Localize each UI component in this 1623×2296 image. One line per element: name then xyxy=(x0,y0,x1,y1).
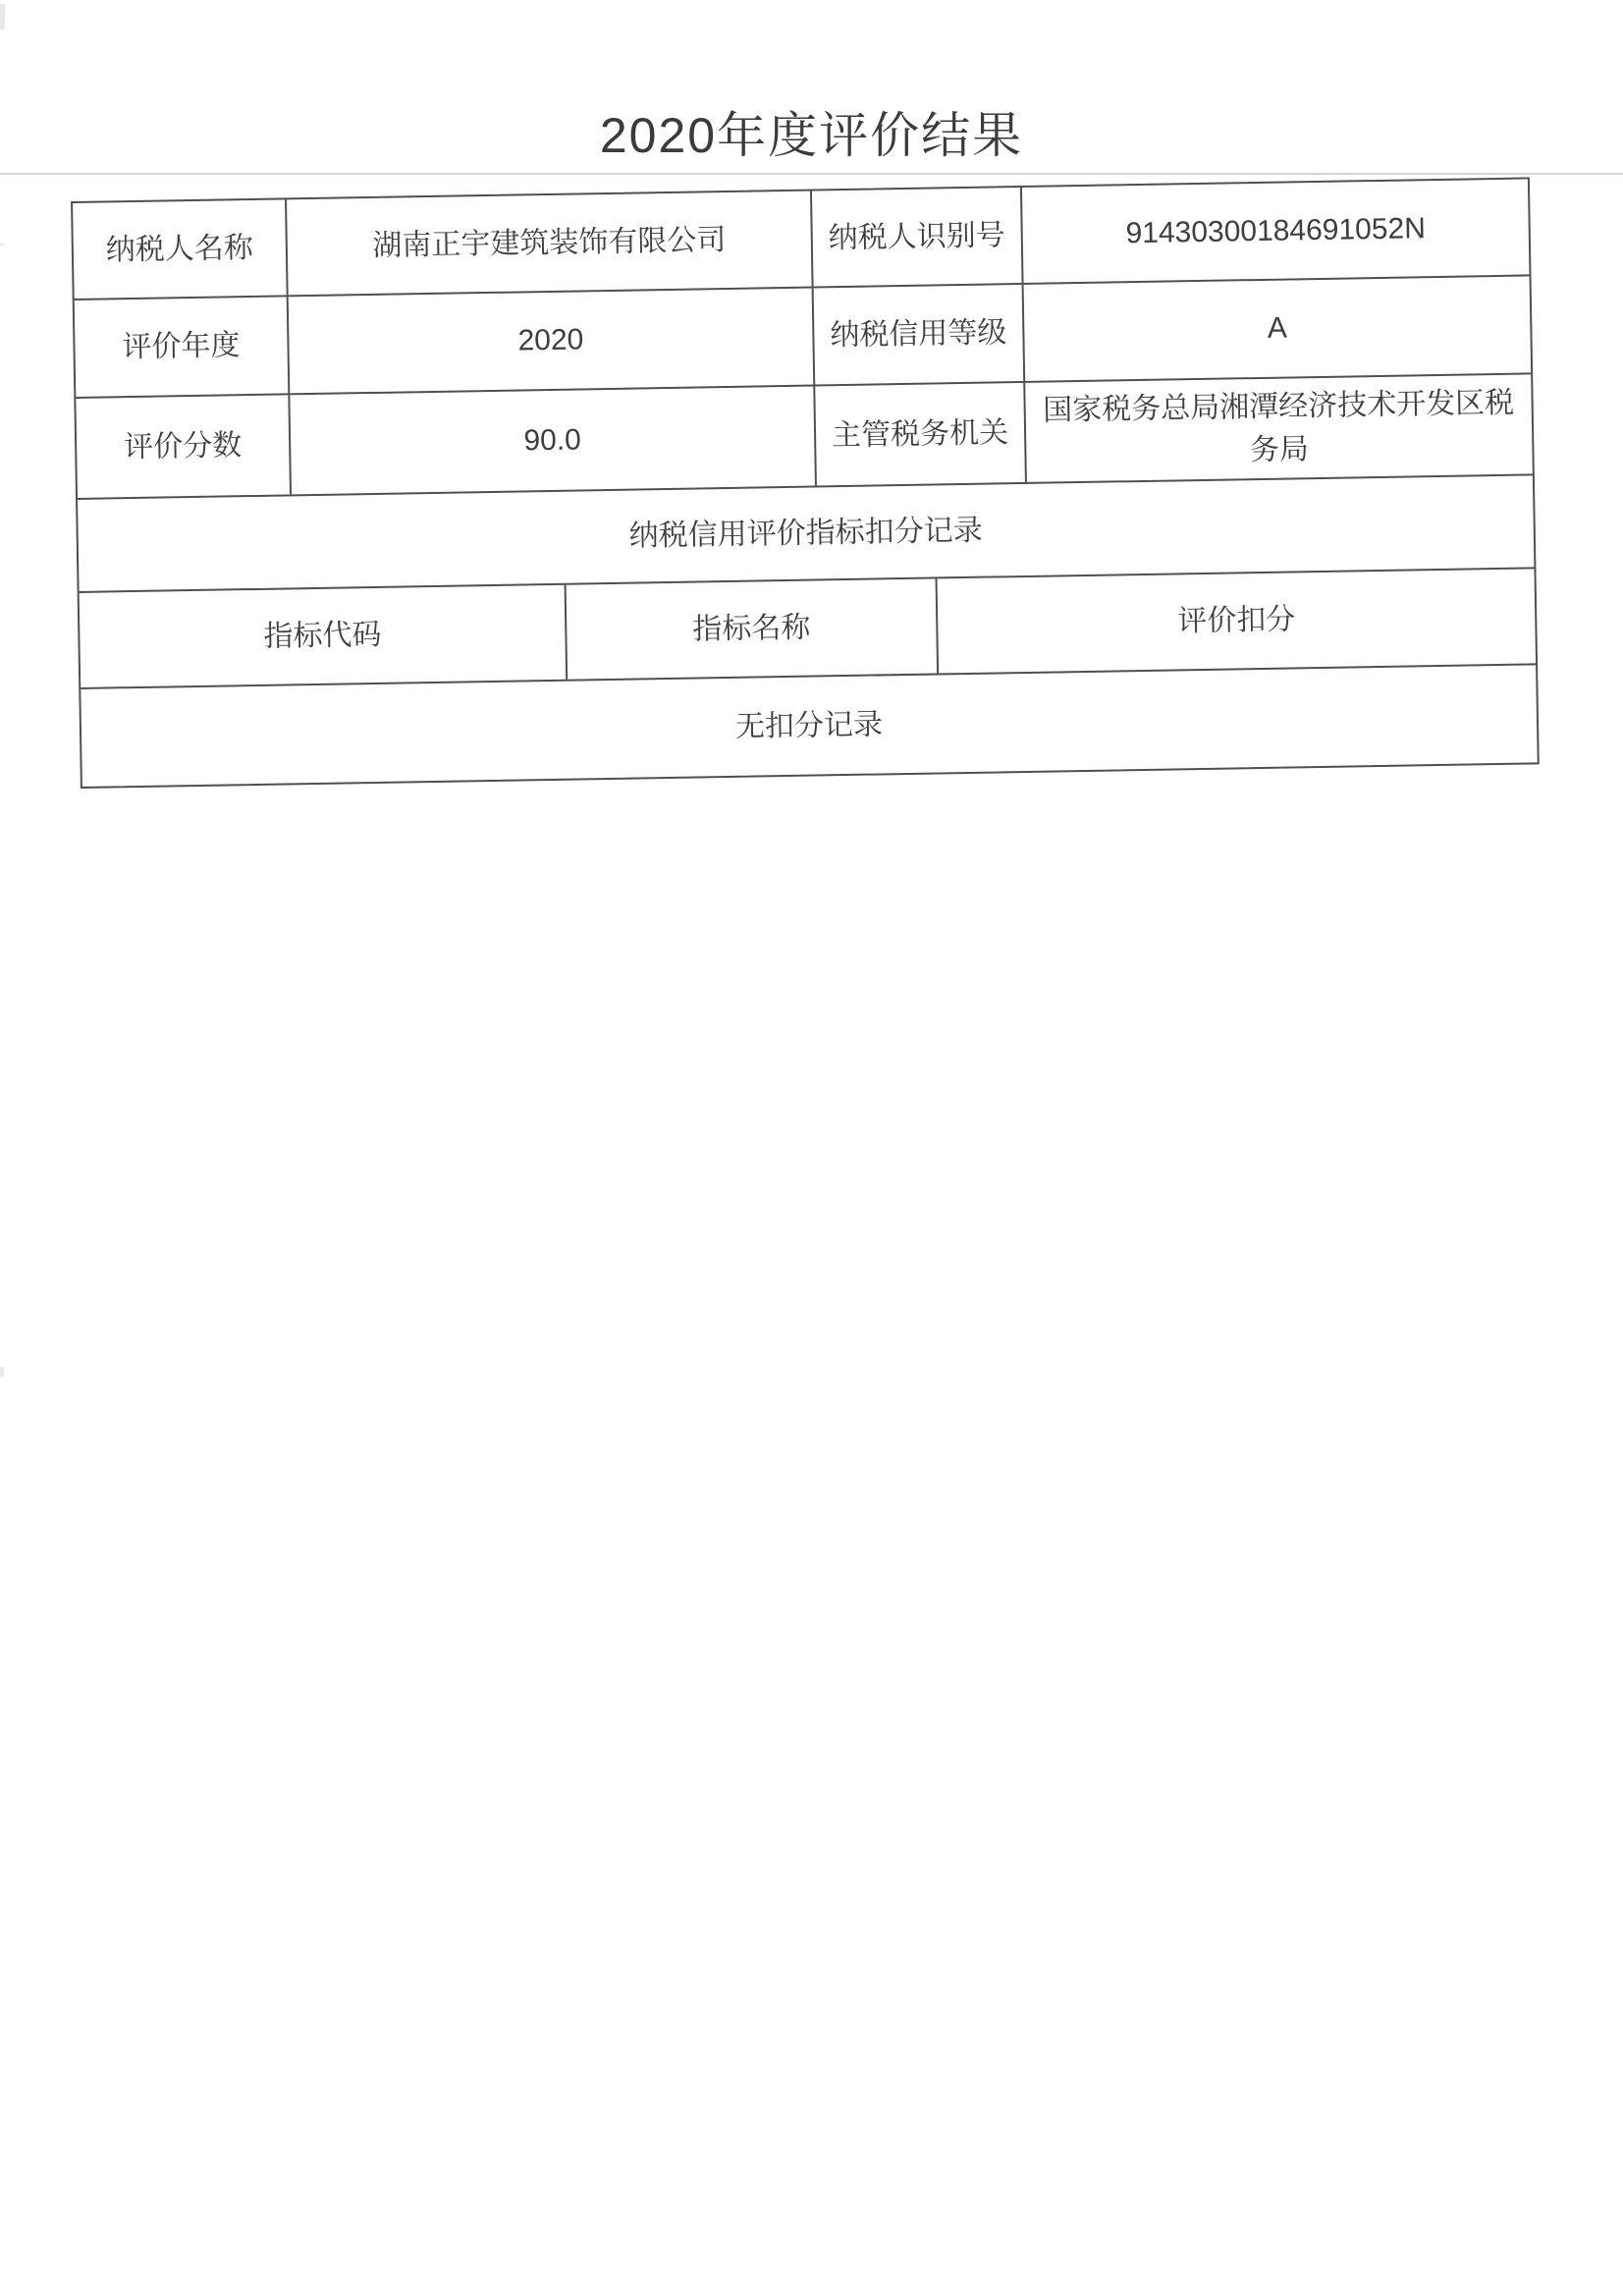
field-value-credit-grade: A xyxy=(1022,276,1532,381)
field-value-evaluation-score: 90.0 xyxy=(288,387,815,495)
field-label-credit-grade: 纳税信用等级 xyxy=(812,285,1024,385)
scan-fold-line xyxy=(0,173,1623,175)
column-header-indicator-code: 指标代码 xyxy=(263,618,382,653)
scan-edge-artifact xyxy=(0,244,4,246)
document-title: 2020年度评价结果 xyxy=(599,108,1024,163)
field-label-taxpayer-name: 纳税人名称 xyxy=(105,231,254,266)
field-value-taxpayer-id: 91430300184691052N xyxy=(1020,179,1530,283)
scan-edge-artifact xyxy=(0,4,5,29)
no-deduction-message: 无扣分记录 xyxy=(734,707,884,743)
field-value-tax-authority: 国家税务总局湘潭经济技术开发区税务局 xyxy=(1023,374,1533,482)
deduction-section-title: 纳税信用评价指标扣分记录 xyxy=(628,514,983,553)
field-label-taxpayer-id: 纳税人识别号 xyxy=(810,188,1022,287)
field-label-tax-authority: 主管税务机关 xyxy=(813,383,1025,486)
column-header-deduction-points: 评价扣分 xyxy=(936,569,1537,673)
field-value-taxpayer-name: 湖南正宇建筑装饰有限公司 xyxy=(285,191,812,296)
field-value-evaluation-year: 2020 xyxy=(287,289,814,394)
column-header-indicator-name: 指标名称 xyxy=(565,578,938,679)
evaluation-result-table xyxy=(71,177,1540,789)
field-label-evaluation-score: 评价分数 xyxy=(123,428,243,464)
field-label-evaluation-year: 评价年度 xyxy=(122,329,241,364)
scan-edge-artifact xyxy=(0,1367,4,1377)
